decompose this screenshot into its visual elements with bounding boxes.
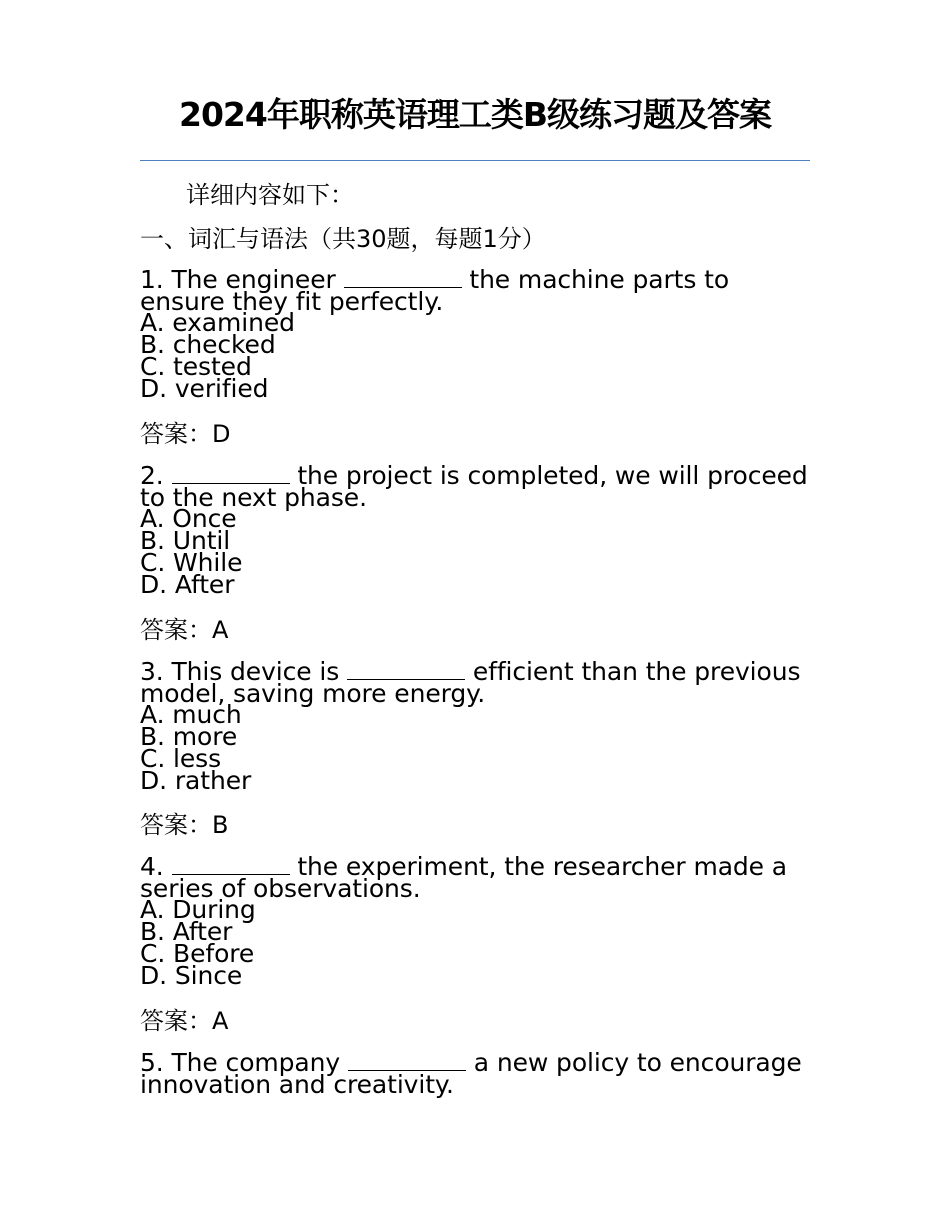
option-c: C. While [140, 547, 243, 577]
option-b: B. Until [140, 526, 231, 556]
question-stem: 4. the experiment, the researcher made a series of observations. [140, 852, 788, 903]
answer-blank [344, 269, 462, 288]
question-stem: 1. The engineer the machine parts to ensure they fit perfectly. [140, 265, 730, 316]
option-a: A. much [140, 700, 242, 730]
answer-2: 答案：A [140, 616, 229, 644]
question-4 [140, 852, 812, 990]
question-1 [140, 265, 812, 403]
question-3 [140, 657, 812, 795]
option-c: C. tested [140, 351, 252, 381]
answer-blank [347, 661, 465, 680]
answer-blank [172, 856, 290, 875]
option-d: D. Since [140, 960, 243, 990]
question-stem: 2. the project is completed, we will proceed to the next phase. [140, 461, 808, 512]
option-c: C. less [140, 743, 222, 773]
option-d: D. verified [140, 373, 269, 403]
option-a: A. During [140, 895, 256, 925]
option-d: D. rather [140, 765, 252, 795]
option-b: B. checked [140, 330, 276, 360]
option-c: C. Before [140, 938, 255, 968]
question-stem: 3. This device is efficient than the previous model, saving more energy. [140, 657, 801, 708]
option-a: A. Once [140, 504, 237, 534]
question-stem: 5. The company a new policy to encourage innovation and creativity. [140, 1048, 802, 1099]
title-underline [140, 160, 810, 161]
answer-blank [348, 1052, 466, 1071]
question-2 [140, 461, 812, 599]
option-b: B. After [140, 917, 233, 947]
question-5 [140, 1048, 812, 1099]
intro-text: 详细内容如下： [186, 181, 354, 209]
option-a: A. examined [140, 308, 295, 338]
option-d: D. After [140, 569, 235, 599]
answer-blank [172, 465, 290, 484]
answer-3: 答案：B [140, 811, 229, 839]
answer-1: 答案：D [140, 420, 231, 448]
answer-4: 答案：A [140, 1007, 229, 1035]
section-heading: 一、词汇与语法（共30题，每题1分） [140, 225, 546, 253]
document-title: 2024年职称英语理工类B级练习题及答案 [179, 95, 771, 134]
option-b: B. more [140, 722, 238, 752]
